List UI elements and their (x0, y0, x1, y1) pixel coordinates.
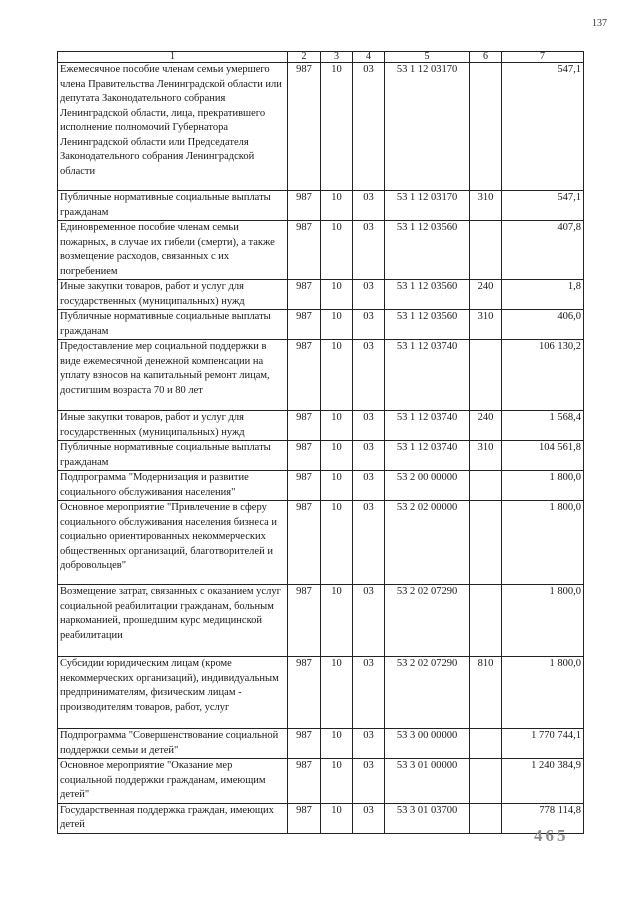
row-ministry-code: 987 (288, 441, 321, 471)
header-col-2: 2 (288, 52, 321, 63)
row-amount: 407,8 (502, 221, 584, 280)
row-expense-type: 310 (470, 310, 502, 340)
row-name: Основное мероприятие "Оказание мер социальной поддержки гражданам, имеющим детей" (58, 759, 288, 804)
row-name: Основное мероприятие "Привлечение в сферу социального обслуживания населения бизнеса и социально ориентированных некоммерческих общественных организаций, благотворителей и добровольцев" (58, 501, 288, 585)
row-subsection: 03 (353, 411, 385, 441)
table-row (58, 441, 584, 471)
row-subsection: 03 (353, 221, 385, 280)
table-row (58, 585, 584, 657)
table-row (58, 340, 584, 411)
row-ministry-code: 987 (288, 729, 321, 759)
row-expense-type (470, 729, 502, 759)
row-section: 10 (321, 441, 353, 471)
row-expense-type: 810 (470, 657, 502, 729)
row-amount: 106 130,2 (502, 340, 584, 411)
page-stamp: 465 (534, 826, 569, 845)
table-row (58, 657, 584, 729)
table-row (58, 310, 584, 340)
row-ministry-code: 987 (288, 340, 321, 411)
row-ministry-code: 987 (288, 501, 321, 585)
row-expense-type (470, 585, 502, 657)
row-expense-type (470, 501, 502, 585)
row-target-code: 53 2 00 00000 (385, 471, 470, 501)
row-expense-type: 240 (470, 411, 502, 441)
header-col-6: 6 (470, 52, 502, 63)
row-section: 10 (321, 471, 353, 501)
row-target-code: 53 1 12 03560 (385, 221, 470, 280)
header-col-3: 3 (321, 52, 353, 63)
table-row (58, 501, 584, 585)
row-ministry-code: 987 (288, 803, 321, 833)
budget-table (57, 51, 584, 834)
row-section: 10 (321, 310, 353, 340)
row-ministry-code: 987 (288, 411, 321, 441)
row-amount: 1 800,0 (502, 657, 584, 729)
row-subsection: 03 (353, 310, 385, 340)
row-expense-type: 310 (470, 441, 502, 471)
row-name: Субсидии юридическим лицам (кроме некоммерческих организаций), индивидуальным предпринимателям, физическим лицам - производителям товаров, работ, услуг (58, 657, 288, 729)
table-row (58, 280, 584, 310)
row-amount: 406,0 (502, 310, 584, 340)
row-name: Иные закупки товаров, работ и услуг для государственных (муниципальных) нужд (58, 280, 288, 310)
row-name: Публичные нормативные социальные выплаты гражданам (58, 441, 288, 471)
row-expense-type (470, 221, 502, 280)
row-name: Иные закупки товаров, работ и услуг для государственных (муниципальных) нужд (58, 411, 288, 441)
row-subsection: 03 (353, 501, 385, 585)
row-section: 10 (321, 280, 353, 310)
row-name: Подпрограмма "Модернизация и развитие социального обслуживания населения" (58, 471, 288, 501)
row-section: 10 (321, 63, 353, 191)
row-target-code: 53 1 12 03170 (385, 191, 470, 221)
row-target-code: 53 1 12 03560 (385, 310, 470, 340)
row-ministry-code: 987 (288, 280, 321, 310)
row-expense-type: 240 (470, 280, 502, 310)
table-row (58, 803, 584, 833)
row-subsection: 03 (353, 471, 385, 501)
table-row (58, 191, 584, 221)
row-name: Предоставление мер социальной поддержки в виде ежемесячной денежной компенсации на уплату взносов на капитальный ремонт лицам, достигшим возраста 70 и 80 лет (58, 340, 288, 411)
row-section: 10 (321, 191, 353, 221)
header-row (58, 52, 584, 63)
row-target-code: 53 3 00 00000 (385, 729, 470, 759)
row-name: Публичные нормативные социальные выплаты гражданам (58, 191, 288, 221)
row-amount: 547,1 (502, 191, 584, 221)
row-section: 10 (321, 221, 353, 280)
row-expense-type (470, 471, 502, 501)
row-section: 10 (321, 585, 353, 657)
header-col-5: 5 (385, 52, 470, 63)
row-expense-type (470, 63, 502, 191)
row-subsection: 03 (353, 63, 385, 191)
row-target-code: 53 3 01 03700 (385, 803, 470, 833)
row-ministry-code: 987 (288, 759, 321, 804)
page-number: 137 (592, 18, 607, 29)
row-target-code: 53 1 12 03560 (385, 280, 470, 310)
row-subsection: 03 (353, 340, 385, 411)
header-col-1: 1 (58, 52, 288, 63)
row-ministry-code: 987 (288, 221, 321, 280)
row-expense-type: 310 (470, 191, 502, 221)
row-ministry-code: 987 (288, 585, 321, 657)
row-amount: 1,8 (502, 280, 584, 310)
row-ministry-code: 987 (288, 310, 321, 340)
header-col-7: 7 (502, 52, 584, 63)
row-name: Возмещение затрат, связанных с оказанием услуг социальной реабилитации гражданам, больным наркоманией, прошедшим курс медицинской реабилитации (58, 585, 288, 657)
row-amount: 1 800,0 (502, 501, 584, 585)
table-row (58, 471, 584, 501)
row-subsection: 03 (353, 729, 385, 759)
table-row (58, 729, 584, 759)
row-amount: 1 568,4 (502, 411, 584, 441)
row-section: 10 (321, 657, 353, 729)
row-expense-type (470, 759, 502, 804)
row-section: 10 (321, 729, 353, 759)
row-amount: 1 800,0 (502, 471, 584, 501)
row-ministry-code: 987 (288, 471, 321, 501)
row-amount: 547,1 (502, 63, 584, 191)
row-target-code: 53 2 02 00000 (385, 501, 470, 585)
row-section: 10 (321, 759, 353, 804)
row-expense-type (470, 803, 502, 833)
row-amount: 1 240 384,9 (502, 759, 584, 804)
row-name: Ежемесячное пособие членам семьи умершего члена Правительства Ленинградской области или депутата Законодательного собрания Ленинградской области, лица, прекратившего исполнение полномочий Губернатора Ленинградской области или Председателя Законодательного собрания Ленинградской области (58, 63, 288, 191)
row-subsection: 03 (353, 280, 385, 310)
row-target-code: 53 1 12 03740 (385, 340, 470, 411)
row-target-code: 53 2 02 07290 (385, 657, 470, 729)
row-target-code: 53 3 01 00000 (385, 759, 470, 804)
row-subsection: 03 (353, 585, 385, 657)
row-amount: 778 114,8 (502, 803, 584, 833)
row-amount: 1 800,0 (502, 585, 584, 657)
table-row (58, 63, 584, 191)
row-target-code: 53 1 12 03740 (385, 411, 470, 441)
row-subsection: 03 (353, 803, 385, 833)
row-subsection: 03 (353, 759, 385, 804)
row-target-code: 53 2 02 07290 (385, 585, 470, 657)
row-ministry-code: 987 (288, 657, 321, 729)
row-expense-type (470, 340, 502, 411)
row-subsection: 03 (353, 657, 385, 729)
table-row (58, 221, 584, 280)
header-col-4: 4 (353, 52, 385, 63)
row-amount: 1 770 744,1 (502, 729, 584, 759)
row-target-code: 53 1 12 03170 (385, 63, 470, 191)
row-ministry-code: 987 (288, 191, 321, 221)
row-section: 10 (321, 501, 353, 585)
row-section: 10 (321, 803, 353, 833)
row-name: Публичные нормативные социальные выплаты гражданам (58, 310, 288, 340)
row-section: 10 (321, 340, 353, 411)
row-section: 10 (321, 411, 353, 441)
table-row (58, 759, 584, 804)
table-row (58, 411, 584, 441)
row-amount: 104 561,8 (502, 441, 584, 471)
row-subsection: 03 (353, 441, 385, 471)
row-name: Единовременное пособие членам семьи пожарных, в случае их гибели (смерти), а также возмещение расходов, связанных с их погребением (58, 221, 288, 280)
row-name: Подпрограмма "Совершенствование социальной поддержки семьи и детей" (58, 729, 288, 759)
row-target-code: 53 1 12 03740 (385, 441, 470, 471)
row-name: Государственная поддержка граждан, имеющих детей (58, 803, 288, 833)
row-ministry-code: 987 (288, 63, 321, 191)
row-subsection: 03 (353, 191, 385, 221)
